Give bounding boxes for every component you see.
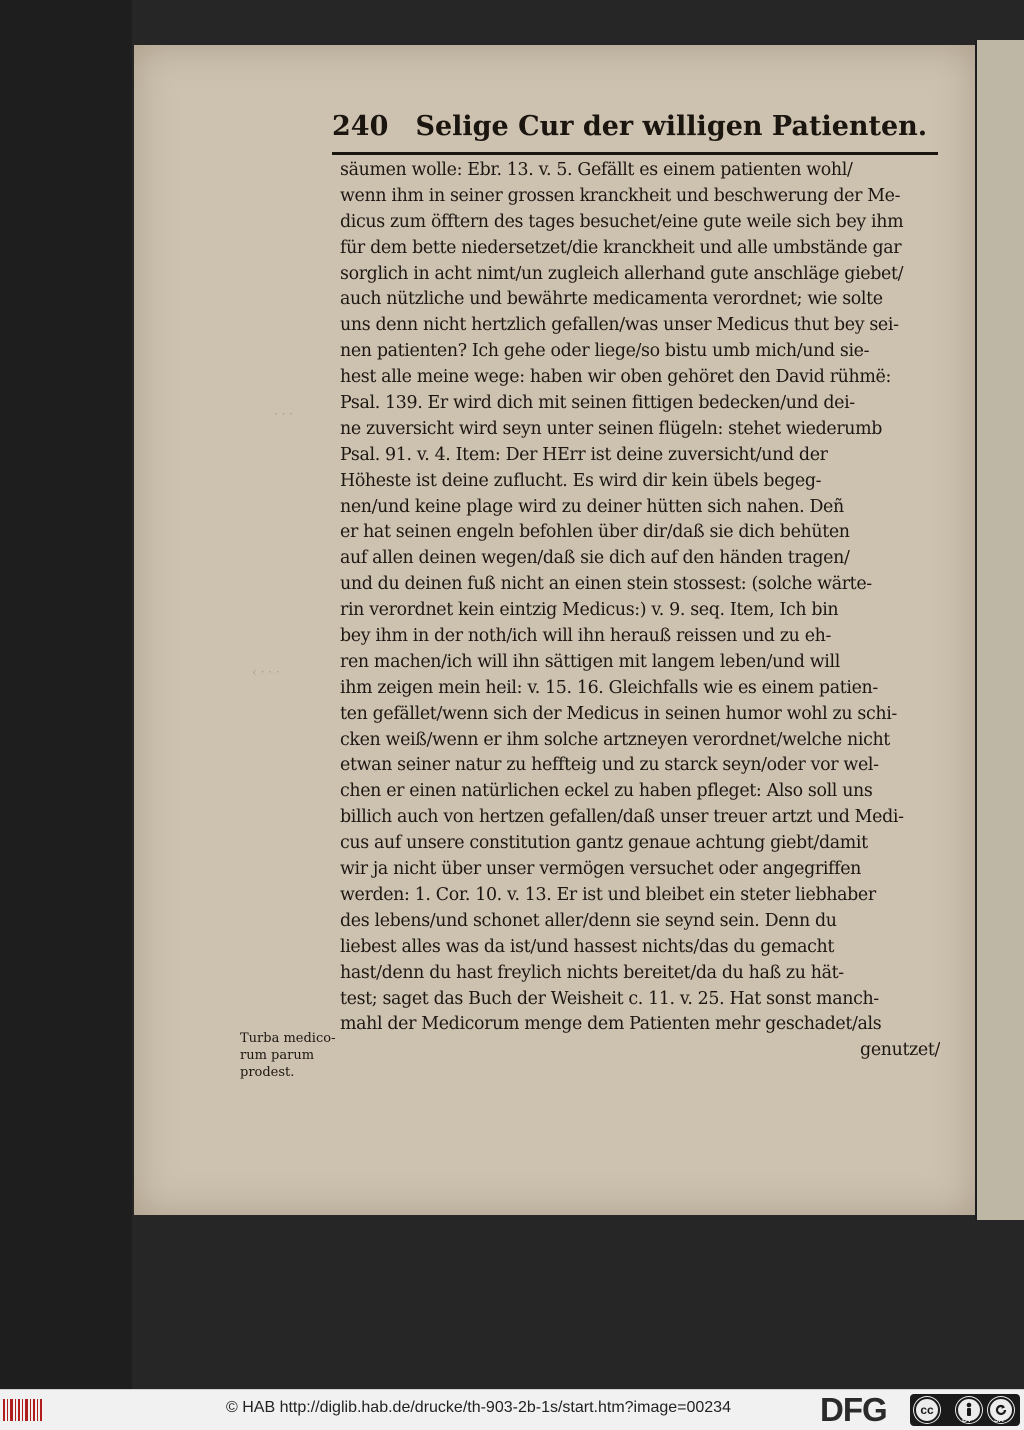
page-header xyxy=(332,111,932,151)
text-line: ihm zeigen mein heil: v. 15. 16. Gleichfalls wie es einem patien- xyxy=(340,677,878,698)
margin-note-line: rum parum xyxy=(240,1048,315,1063)
text-line: säumen wolle: Ebr. 13. v. 5. Gefällt es einem patienten wohl/ xyxy=(340,160,853,180)
text-line: hest alle meine wege: haben wir oben gehöret den David rühmë: xyxy=(340,367,891,388)
text-line: sorglich in acht nimt/un zugleich allerhand gute anschläge giebet/ xyxy=(340,263,904,284)
text-line: billich auch von hertzen gefallen/daß unser treuer artzt und Medi- xyxy=(340,807,904,828)
text-line: wenn ihm in seiner grossen kranckheit und beschwerung der Me- xyxy=(340,185,901,206)
footer-bar xyxy=(0,1389,1024,1430)
barcode-icon xyxy=(2,1397,44,1423)
dfg-logo: DFG xyxy=(820,1391,887,1428)
text-line: und du deinen fuß nicht an einen stein stossest: (solche wärte- xyxy=(340,574,872,595)
text-line: werden: 1. Cor. 10. v. 13. Er ist und bleibet ein steter liebhaber xyxy=(340,884,876,905)
text-line: cus auf unsere constitution gantz genaue achtung giebt/damit xyxy=(340,833,868,854)
text-line: ne zuversicht wird seyn unter seinen flügeln: stehet wiederumb xyxy=(340,418,883,439)
text-line: Psal. 139. Er wird dich mit seinen fittigen bedecken/und dei- xyxy=(340,393,855,414)
text-line: uns denn nicht hertzlich gefallen/was unser Medicus thut bey sei- xyxy=(340,315,899,336)
text-line: Psal. 91. v. 4. Item: Der HErr ist deine zuversicht/und der xyxy=(340,444,828,465)
adjacent-page-edge xyxy=(975,40,1024,1220)
text-line: rin verordnet kein eintzig Medicus:) v. 9. seq. Item, Ich bin xyxy=(340,600,839,621)
page-number: 240 xyxy=(332,111,389,142)
text-line: ten gefället/wenn sich der Medicus in seinen humor wohl zu schi- xyxy=(340,703,897,724)
bleed-through-mark: · · · xyxy=(274,407,294,421)
text-line: etwan seiner natur zu heffteig und zu starck seyn/oder vor wel- xyxy=(340,755,879,776)
text-line: liebest alles was da ist/und hassest nichts/das du gemacht xyxy=(340,936,834,957)
body-text xyxy=(340,158,940,1064)
text-line: des lebens/und schonet aller/denn sie seynd sein. Denn du xyxy=(340,910,837,931)
text-line: ren machen/ich will ihn sättigen mit langem leben/und will xyxy=(340,651,840,672)
catchword: genutzet/ xyxy=(860,1040,940,1061)
text-line: Höheste ist deine zuflucht. Es wird dir kein übels begeg- xyxy=(340,470,822,491)
text-line: hast/denn du hast freylich nichts bereitet/da du haß zu hät- xyxy=(340,962,844,983)
scan-background xyxy=(0,0,132,1389)
text-line: mahl der Medicorum menge dem Patienten mehr geschadet/als xyxy=(340,1014,882,1035)
margin-note-line: prodest. xyxy=(240,1065,295,1080)
text-line: auch nützliche und bewährte medicamenta verordnet; wie solte xyxy=(340,289,883,310)
margin-note-line: Turba medico- xyxy=(240,1031,336,1046)
bleed-through-mark: ‹ · · · xyxy=(252,665,280,679)
text-line: dicus zum öfftern des tages besuchet/eine gute weile sich bey ihm xyxy=(340,211,904,232)
cc-icon: cc xyxy=(914,1397,940,1423)
text-line: cken weiß/wenn er ihm solche artzneyen verordnet/welche nicht xyxy=(340,729,890,750)
by-caption: BY xyxy=(962,1417,972,1424)
text-line: nen patienten? Ich gehe oder liege/so bistu umb mich/und sie- xyxy=(340,341,870,362)
margin-note xyxy=(240,1030,350,1081)
running-title: Selige Cur der willigen Patienten. xyxy=(415,111,928,142)
book-page xyxy=(134,45,975,1215)
text-line: für dem bette niedersetzet/die kranckheit und alle umbstände gar xyxy=(340,237,902,258)
cc-license-badge[interactable] xyxy=(910,1394,1020,1426)
text-line: auf allen deinen wegen/daß sie dich auf den händen tragen/ xyxy=(340,548,850,569)
text-line: chen er einen natürlichen eckel zu haben pfleget: Also soll uns xyxy=(340,781,873,802)
copyright-link[interactable]: © HAB http://diglib.hab.de/drucke/th-903-2b-1s/start.htm?image=00234 xyxy=(226,1399,731,1416)
sa-caption: SA xyxy=(994,1417,1004,1424)
text-line: test; saget das Buch der Weisheit c. 11. v. 25. Hat sonst manch- xyxy=(340,988,879,1009)
text-line: wir ja nicht über unser vermögen versuchet oder angegriffen xyxy=(340,859,862,880)
text-line: bey ihm in der noth/ich will ihn herauß reissen und zu eh- xyxy=(340,626,832,647)
text-line: er hat seinen engeln befohlen über dir/daß sie dich behüten xyxy=(340,522,850,543)
header-rule xyxy=(332,152,938,155)
text-line: nen/und keine plage wird zu deiner hütten sich nahen. Deñ xyxy=(340,496,844,517)
